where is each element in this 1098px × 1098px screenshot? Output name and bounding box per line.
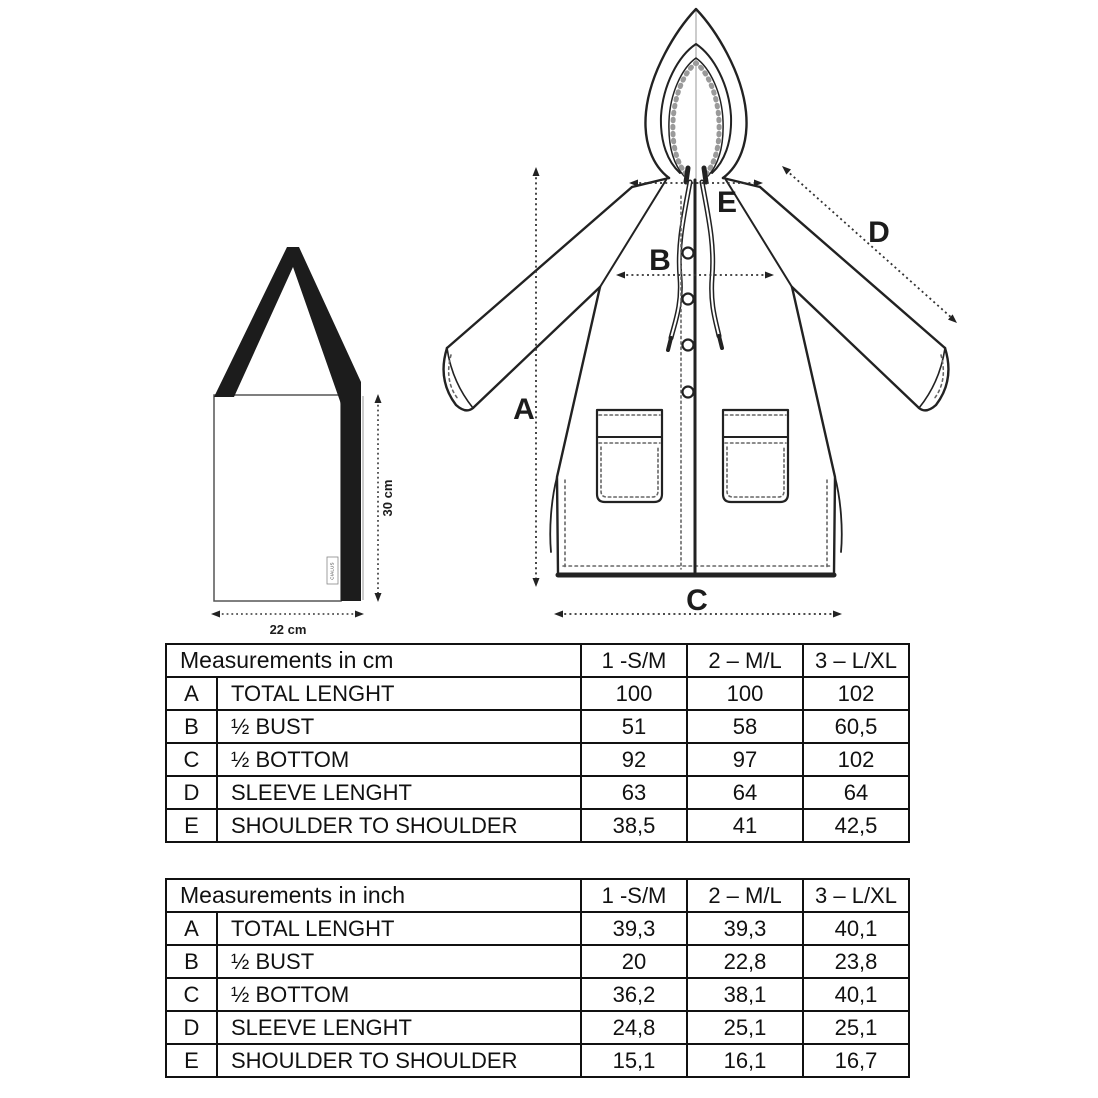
table-cell: 22,8 [687, 945, 803, 978]
table-cell: A [166, 677, 217, 710]
table-cell: 20 [581, 945, 687, 978]
table-cell: 16,7 [803, 1044, 909, 1077]
measurements-table-cm [165, 643, 910, 843]
size-header: 1 -S/M [581, 879, 687, 912]
table-cell: 58 [687, 710, 803, 743]
table-cell: E [166, 809, 217, 842]
table-cell: D [166, 1011, 217, 1044]
jacket-right-pocket [723, 410, 788, 502]
table-cell: 25,1 [803, 1011, 909, 1044]
table-cell: C [166, 978, 217, 1011]
table-cell: 38,5 [581, 809, 687, 842]
dim-label-a: A [513, 393, 535, 426]
table-cell: 39,3 [581, 912, 687, 945]
right-cuff-stitching [934, 355, 943, 399]
table-cell: ½ BUST [217, 710, 581, 743]
table-cell: ½ BUST [217, 945, 581, 978]
table-title: Measurements in inch [166, 879, 581, 912]
table-row [166, 776, 909, 809]
jacket-right-sleeve [760, 187, 948, 410]
table-row [166, 879, 909, 912]
table-cell: SLEEVE LENGHT [217, 776, 581, 809]
bag-body [214, 395, 341, 601]
table-row [166, 809, 909, 842]
size-header: 2 – M/L [687, 879, 803, 912]
dim-label-b: B [649, 244, 671, 277]
table-cell: SHOULDER TO SHOULDER [217, 1044, 581, 1077]
table-cell: 40,1 [803, 978, 909, 1011]
dim-label-c: C [686, 584, 708, 617]
table-cell: 92 [581, 743, 687, 776]
table-cell: 38,1 [687, 978, 803, 1011]
size-header: 1 -S/M [581, 644, 687, 677]
table-row [166, 677, 909, 710]
table-cell: 42,5 [803, 809, 909, 842]
table-row [166, 912, 909, 945]
table-cell: C [166, 743, 217, 776]
table-cell: D [166, 776, 217, 809]
table-cell: 23,8 [803, 945, 909, 978]
table-cell: 39,3 [687, 912, 803, 945]
table-cell: 15,1 [581, 1044, 687, 1077]
table-row [166, 1011, 909, 1044]
table-row [166, 1044, 909, 1077]
table-cell: SLEEVE LENGHT [217, 1011, 581, 1044]
jacket-sketch [444, 9, 949, 575]
bag-brand-tag [327, 557, 338, 584]
bag-tag-text: CIALUS [329, 562, 335, 580]
table-row [166, 710, 909, 743]
table-cell: TOTAL LENGHT [217, 912, 581, 945]
table-cell: 24,8 [581, 1011, 687, 1044]
table-row [166, 945, 909, 978]
left-cuff-stitching [449, 355, 458, 399]
table-cell: 36,2 [581, 978, 687, 1011]
jacket-buttons [683, 248, 694, 398]
bag-sketch [211, 247, 395, 637]
table-cell: 64 [687, 776, 803, 809]
table-cell: 97 [687, 743, 803, 776]
size-header: 2 – M/L [687, 644, 803, 677]
table-cell: 51 [581, 710, 687, 743]
size-header: 3 – L/XL [803, 879, 909, 912]
table-cell: 40,1 [803, 912, 909, 945]
table-cell: A [166, 912, 217, 945]
jacket-left-sleeve [444, 187, 632, 410]
table-row [166, 743, 909, 776]
jacket-hood [645, 9, 746, 182]
table-cell: TOTAL LENGHT [217, 677, 581, 710]
table-cell: ½ BOTTOM [217, 743, 581, 776]
jacket-left-pocket [597, 410, 662, 502]
table-cell: 25,1 [687, 1011, 803, 1044]
bag-width-label: 22 cm [269, 622, 307, 637]
jacket-body [550, 180, 842, 575]
bag-height-label: 30 cm [380, 479, 395, 517]
table-cell: SHOULDER TO SHOULDER [217, 809, 581, 842]
table-cell: B [166, 710, 217, 743]
table-cell: 63 [581, 776, 687, 809]
table-cell: 102 [803, 677, 909, 710]
size-header: 3 – L/XL [803, 644, 909, 677]
table-cell: 60,5 [803, 710, 909, 743]
dim-label-e: E [716, 186, 738, 219]
measurements-table-inch [165, 878, 910, 1078]
table-cell: 100 [581, 677, 687, 710]
table-cell: E [166, 1044, 217, 1077]
bag-width-dimension [211, 611, 364, 618]
table-row [166, 978, 909, 1011]
table-cell: 64 [803, 776, 909, 809]
dimension-line-a [533, 167, 540, 587]
table-cell: 100 [687, 677, 803, 710]
table-cell: 16,1 [687, 1044, 803, 1077]
table-cell: B [166, 945, 217, 978]
dim-label-d: D [868, 216, 890, 249]
table-cell: 102 [803, 743, 909, 776]
table-row [166, 644, 909, 677]
table-cell: ½ BOTTOM [217, 978, 581, 1011]
table-title: Measurements in cm [166, 644, 581, 677]
table-cell: 41 [687, 809, 803, 842]
